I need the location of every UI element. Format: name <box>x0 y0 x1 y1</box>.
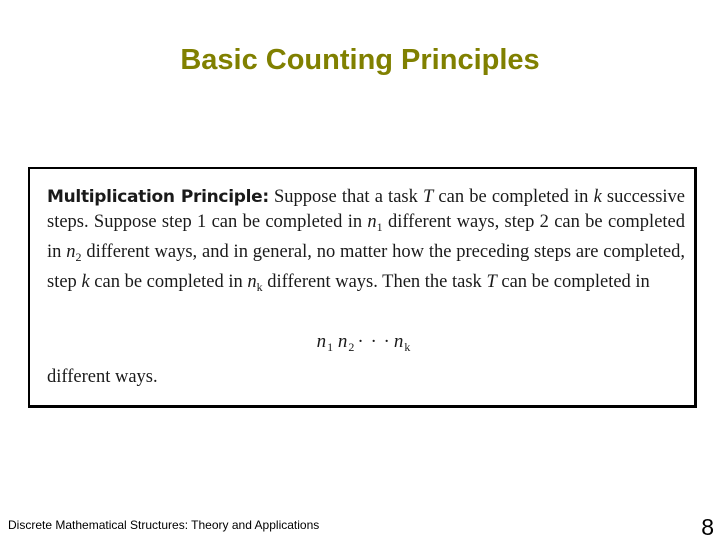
page-number: 8 <box>701 514 714 540</box>
text-fragment: different ways, and in general, no matter how the preceding steps are completed, step <box>47 242 685 292</box>
math-variable: k <box>81 272 90 292</box>
formula-n2-subscript: 2 <box>348 340 355 354</box>
text-fragment: can be completed in <box>89 272 248 292</box>
text-fragment: different ways. Then the task <box>262 272 487 292</box>
text-fragment: successive steps. Suppose step 1 can be completed in <box>47 187 686 232</box>
text-fragment: can be completed in <box>433 187 594 207</box>
formula-ellipsis: · · · <box>357 331 391 352</box>
math-subscript: 2 <box>75 250 82 264</box>
math-subscript: 1 <box>376 220 383 234</box>
math-variable: n <box>367 212 377 232</box>
formula-n2: n <box>337 331 348 352</box>
math-variable: T <box>486 272 497 292</box>
math-subscript: k <box>256 280 263 294</box>
formula-nk-subscript: k <box>404 340 411 354</box>
math-variable: T <box>423 187 434 207</box>
math-variable: k <box>593 187 602 207</box>
math-variable: n <box>66 242 76 262</box>
math-variable: n <box>247 272 257 292</box>
formula-n1: n <box>316 331 327 352</box>
text-fragment: different ways, step 2 can be completed in <box>47 212 686 262</box>
principle-label: Multiplication Principle: <box>47 187 269 207</box>
slide-title: Basic Counting Principles <box>180 44 540 76</box>
formula-n1-subscript: 1 <box>327 340 334 354</box>
text-fragment: can be completed in <box>496 272 650 292</box>
closing-text: different ways. <box>47 367 158 387</box>
text-fragment: Suppose that a task <box>273 187 423 207</box>
formula-nk: n <box>393 331 404 352</box>
principle-box <box>28 167 697 408</box>
principle-paragraph <box>47 185 685 300</box>
footer-course-title: Discrete Mathematical Structures: Theory and Applications <box>8 518 320 532</box>
product-formula <box>30 331 696 355</box>
